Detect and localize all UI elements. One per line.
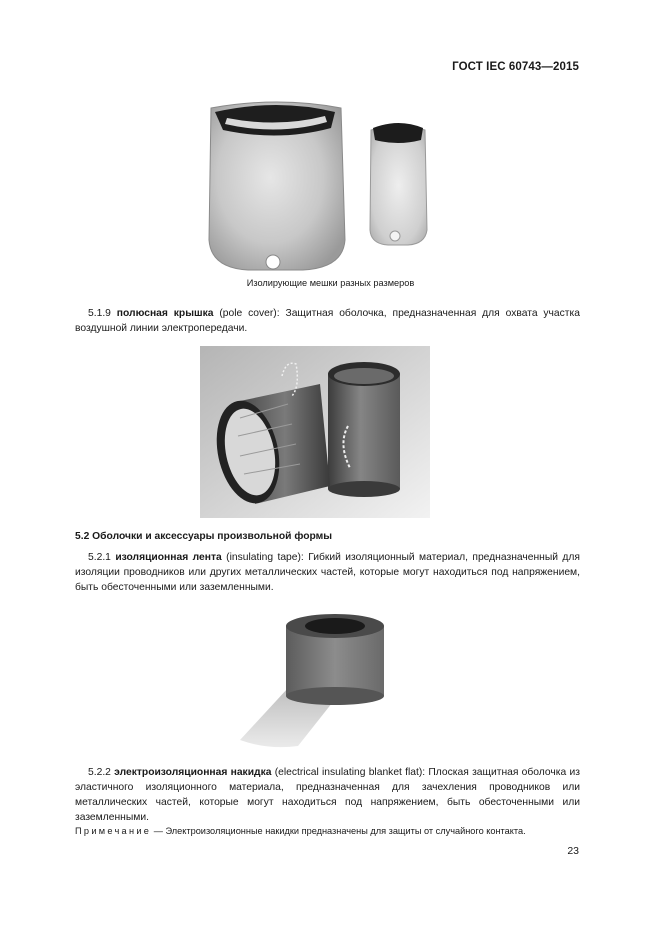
clause-definition: Защитная оболочка, предназначенная для охвата участка воздушной линии электропередачи. bbox=[75, 308, 580, 334]
standard-header: ГОСТ IEC 60743—2015 bbox=[452, 61, 579, 73]
section-5-2-title: 5.2 Оболочки и аксессуары произвольной формы bbox=[75, 531, 333, 542]
note bbox=[75, 825, 580, 838]
clause-number: 5.2.2 bbox=[88, 767, 111, 778]
clause-term: полюсная крышка bbox=[116, 308, 214, 319]
clause-number: 5.1.9 bbox=[88, 308, 111, 319]
clause-definition: Плоская защитная оболочка из эластичного изоляционного материала, предназначенная для зачехления проводников или металлических частей, которые могут находиться под напряжением, быть обесточенными или заземленными. bbox=[75, 767, 580, 823]
clause-english: (insulating tape): bbox=[226, 552, 304, 563]
clause-english: (pole cover): bbox=[219, 308, 280, 319]
pole-cover-photo bbox=[200, 346, 430, 518]
clause-english: (electrical insulating blanket flat): bbox=[274, 767, 426, 778]
clause-5-2-2 bbox=[75, 765, 580, 825]
clause-definition: Гибкий изоляционный материал, предназначенный для изоляции проводников или других металлических частей, которые могут находиться под напряжением, быть обесточенными или заземленными. bbox=[75, 552, 580, 593]
figure-caption-bags: Изолирующие мешки разных размеров bbox=[246, 278, 415, 288]
clause-term: изоляционная лента bbox=[115, 552, 222, 563]
clause-term: электроизоляционная накидка bbox=[114, 767, 272, 778]
note-text: — Электроизоляционные накидки предназначены для защиты от случайного контакта. bbox=[153, 826, 526, 836]
page-number: 23 bbox=[567, 845, 579, 857]
clause-5-2-1 bbox=[75, 550, 580, 595]
insulating-tape-photo bbox=[238, 608, 388, 753]
insulating-bags-photo bbox=[203, 100, 443, 275]
clause-5-1-9 bbox=[75, 306, 580, 336]
note-label: Примечание bbox=[75, 826, 152, 836]
clause-number: 5.2.1 bbox=[88, 552, 111, 563]
